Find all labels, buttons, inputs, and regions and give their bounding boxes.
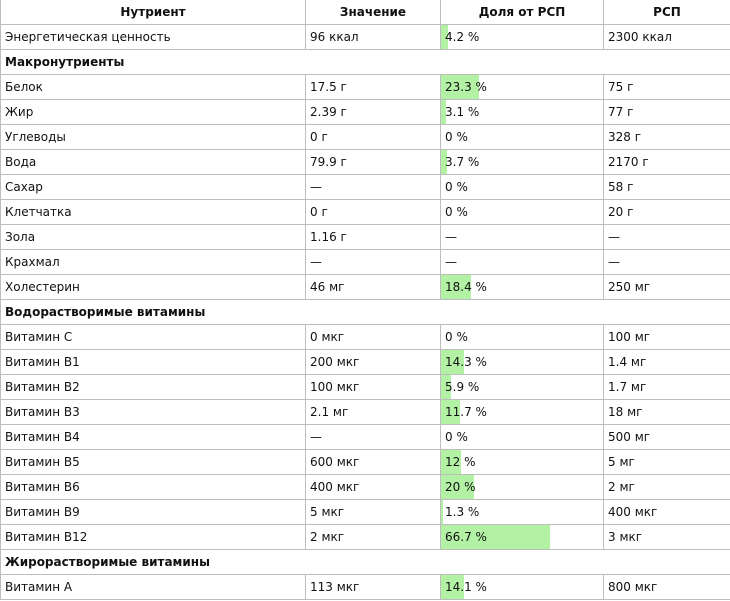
rsp-share-cell [441,100,604,125]
rsp-value: 3 мкг [604,525,730,550]
table-row [1,350,730,375]
rsp-share-cell [441,500,604,525]
nutrient-name: Витамин B4 [1,425,306,450]
rsp-share-text: 18.4 % [445,280,487,294]
table-row [1,400,730,425]
rsp-share-cell [441,375,604,400]
nutrient-value: 100 мкг [306,375,441,400]
table-row [1,325,730,350]
table-row [1,175,730,200]
table-row [1,225,730,250]
rsp-share-cell [441,400,604,425]
rsp-share-cell [441,575,604,600]
rsp-share-cell [441,250,604,275]
rsp-value: 1.4 мг [604,350,730,375]
rsp-share-cell [441,425,604,450]
nutrient-name: Витамин B1 [1,350,306,375]
rsp-value: 77 г [604,100,730,125]
nutrient-value: 200 мкг [306,350,441,375]
rsp-share-text: 14.1 % [445,580,487,594]
rsp-share-cell [441,475,604,500]
rsp-share-text: 0 % [445,430,468,444]
header-rsp-share: Доля от РСП [441,0,604,25]
nutrient-value: 0 г [306,200,441,225]
rsp-share-text: 4.2 % [445,30,480,44]
nutrient-name: Белок [1,75,306,100]
nutrient-name: Витамин B12 [1,525,306,550]
rsp-share-cell [441,275,604,300]
nutrient-value: 2 мкг [306,525,441,550]
table-row [1,75,730,100]
nutrient-name: Холестерин [1,275,306,300]
header-value: Значение [306,0,441,25]
rsp-value: 5 мг [604,450,730,475]
nutrient-value: 2.39 г [306,100,441,125]
rsp-share-text: 5.9 % [445,380,480,394]
rsp-share-cell [441,75,604,100]
rsp-share-text: 12 % [445,455,476,469]
nutrient-name: Клетчатка [1,200,306,225]
nutrient-name: Углеводы [1,125,306,150]
table-row [1,475,730,500]
nutrient-value: 96 ккал [306,25,441,50]
rsp-share-text: 3.7 % [445,155,480,169]
rsp-share-text: 11.7 % [445,405,487,419]
nutrient-value: 113 мкг [306,575,441,600]
nutrient-value: — [306,250,441,275]
nutrient-value: 46 мг [306,275,441,300]
rsp-value: 2170 г [604,150,730,175]
rsp-share-text: — [445,230,457,244]
nutrient-value: 2.1 мг [306,400,441,425]
nutrient-name: Крахмал [1,250,306,275]
nutrient-value: 0 мкг [306,325,441,350]
section-title: Жирорастворимые витамины [1,550,730,575]
rsp-share-cell [441,350,604,375]
rsp-share-cell [441,325,604,350]
rsp-value: 2300 ккал [604,25,730,50]
rsp-value: 58 г [604,175,730,200]
rsp-value: 75 г [604,75,730,100]
table-row [1,375,730,400]
nutrient-name: Вода [1,150,306,175]
rsp-share-cell [441,200,604,225]
rsp-value: 400 мкг [604,500,730,525]
rsp-share-text: 66.7 % [445,530,487,544]
header-nutrient: Нутриент [1,0,306,25]
header-rsp: РСП [604,0,730,25]
nutrient-name: Витамин A [1,575,306,600]
rsp-share-text: 3.1 % [445,105,480,119]
rsp-value: 250 мг [604,275,730,300]
nutrient-name: Витамин B9 [1,500,306,525]
table-row [1,125,730,150]
rsp-share-text: 0 % [445,330,468,344]
rsp-share-text: 0 % [445,205,468,219]
nutrient-name: Жир [1,100,306,125]
rsp-share-cell [441,225,604,250]
nutrient-value: — [306,425,441,450]
nutrient-name: Энергетическая ценность [1,25,306,50]
rsp-share-text: 20 % [445,480,476,494]
section-title: Водорастворимые витамины [1,300,730,325]
rsp-value: 1.7 мг [604,375,730,400]
rsp-share-text: 14.3 % [445,355,487,369]
nutrient-value: 17.5 г [306,75,441,100]
rsp-value: — [604,225,730,250]
nutrient-value: — [306,175,441,200]
table-header-row [1,0,730,25]
table-row [1,150,730,175]
rsp-value: 2 мг [604,475,730,500]
nutrient-value: 5 мкг [306,500,441,525]
nutrient-value: 0 г [306,125,441,150]
table-body [1,25,730,600]
rsp-share-cell [441,450,604,475]
table-row [1,500,730,525]
rsp-share-text: — [445,255,457,269]
section-row [1,50,730,75]
table-row [1,525,730,550]
rsp-value: 20 г [604,200,730,225]
nutrient-name: Витамин C [1,325,306,350]
table-row [1,450,730,475]
table-row [1,250,730,275]
nutrient-name: Витамин B6 [1,475,306,500]
table-row [1,25,730,50]
nutrient-name: Сахар [1,175,306,200]
section-row [1,550,730,575]
table-row [1,575,730,600]
rsp-share-cell [441,25,604,50]
section-title: Макронутриенты [1,50,730,75]
section-row [1,300,730,325]
rsp-share-text: 0 % [445,130,468,144]
rsp-share-text: 23.3 % [445,80,487,94]
nutrient-value: 400 мкг [306,475,441,500]
rsp-share-cell [441,125,604,150]
rsp-value: 328 г [604,125,730,150]
nutrient-name: Зола [1,225,306,250]
rsp-value: 18 мг [604,400,730,425]
rsp-value: 500 мг [604,425,730,450]
nutrient-value: 79.9 г [306,150,441,175]
table-row [1,275,730,300]
rsp-share-cell [441,525,604,550]
rsp-share-text: 0 % [445,180,468,194]
nutrient-value: 1.16 г [306,225,441,250]
nutrient-name: Витамин B5 [1,450,306,475]
rsp-value: 800 мкг [604,575,730,600]
nutrient-name: Витамин B3 [1,400,306,425]
rsp-share-cell [441,150,604,175]
nutrient-name: Витамин B2 [1,375,306,400]
rsp-share-text: 1.3 % [445,505,480,519]
rsp-share-cell [441,175,604,200]
table-row [1,425,730,450]
table-row [1,100,730,125]
rsp-value: 100 мг [604,325,730,350]
nutrient-value: 600 мкг [306,450,441,475]
rsp-value: — [604,250,730,275]
table-row [1,200,730,225]
